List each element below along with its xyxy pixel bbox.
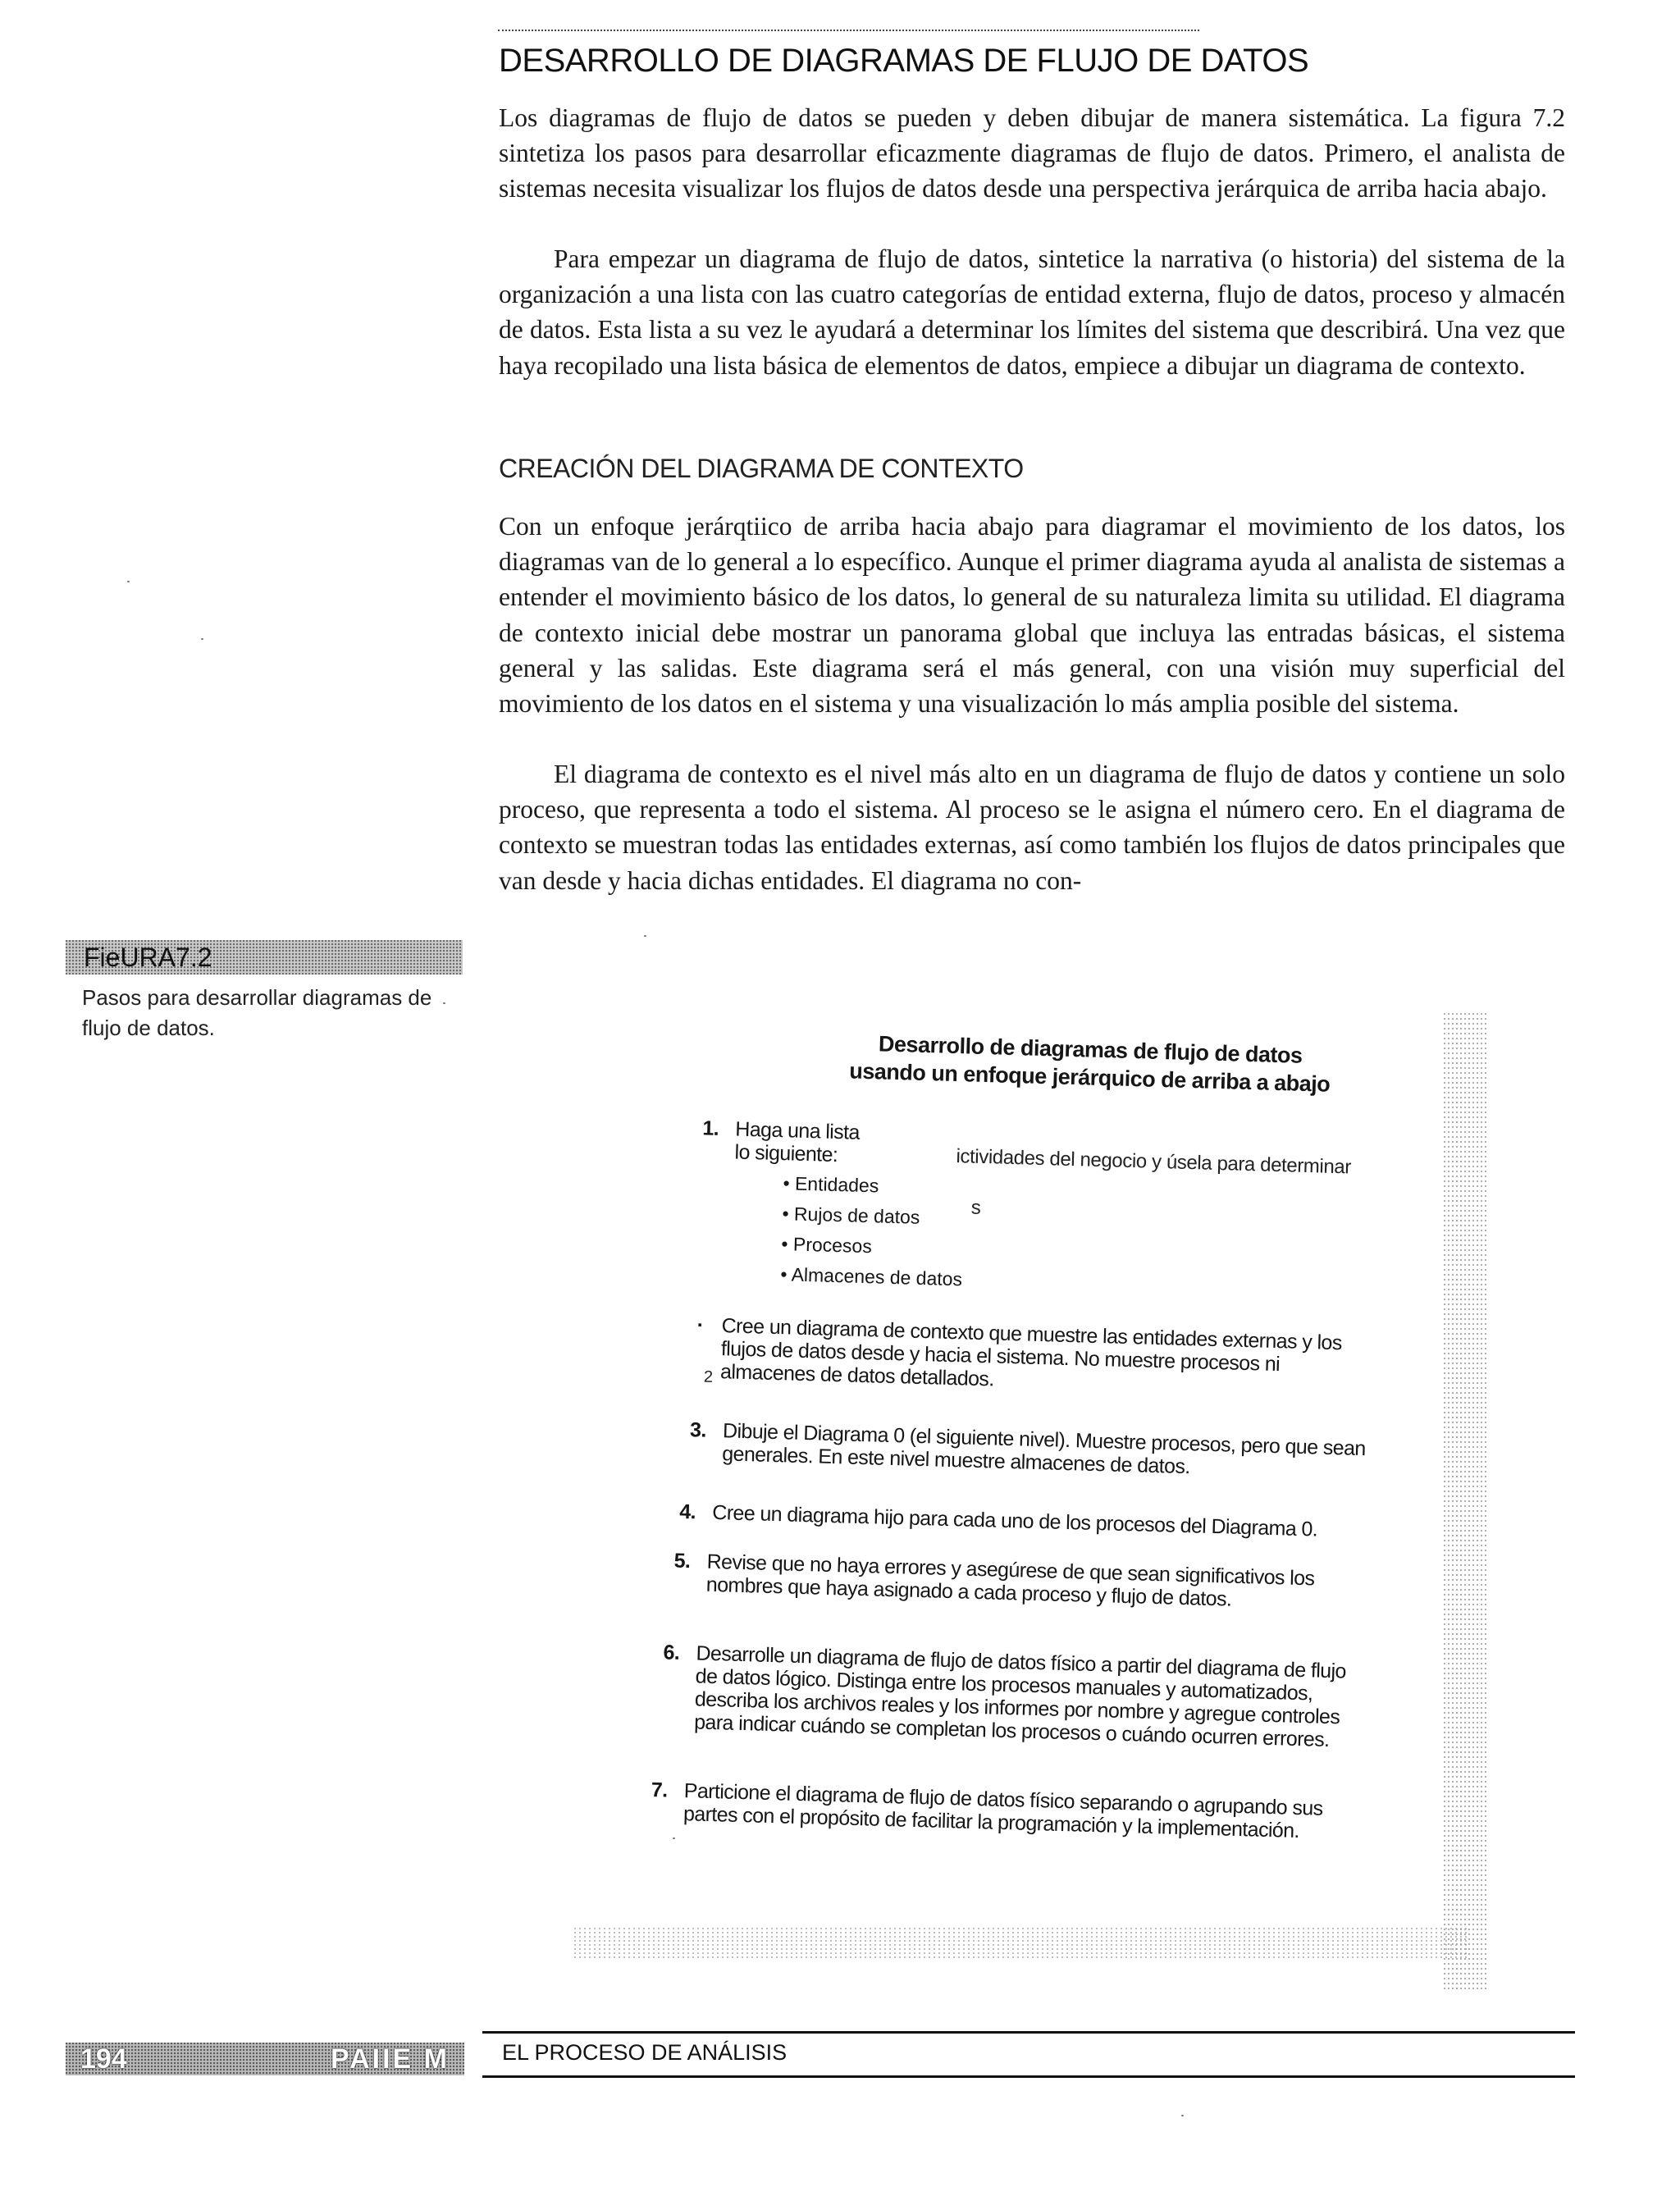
paragraph-1: Los diagramas de flujo de datos se pueden y deben dibujar de manera sistemática. La figura 7.2 sintetiza los pasos para desarrollar eficazmente diagramas de flujo de datos. Primero, el analista de sistemas necesita visualizar los flujos de datos desde una perspectiva jerárquica de arriba hacia abajo. [499, 103, 1565, 203]
step-2-margin-number: 2 [703, 1367, 713, 1386]
entity-list [780, 1168, 966, 1294]
subsection-heading: CREACIÓN DEL DIAGRAMA DE CONTEXTO [499, 454, 1024, 483]
figure-caption: Pasos para desarrollar diagramas de flujo de datos. [82, 985, 432, 1040]
step-1 [702, 1116, 899, 1169]
step-2 [696, 1313, 1354, 1400]
step-text: Cree un diagrama de contexto que muestre las entidades externas y los flujos de datos desde y hacia el sistema. No muestre procesos ni almacenes de datos detallados. [719, 1314, 1343, 1391]
step-5 [673, 1549, 1346, 1614]
step-text: Particione el diagrama de flujo de datos físico separando o agrupando sus partes con el propósito de facilitar la programación y la implementación. [682, 1779, 1323, 1843]
step-text: Cree un diagrama hijo para cada uno de los procesos del Diagrama 0. [711, 1500, 1318, 1541]
figure-title [761, 1026, 1419, 1100]
footer-section-title: EL PROCESO DE ANÁLISIS [502, 2040, 788, 2065]
figure-label: FieURA7.2 [66, 940, 463, 975]
step-1-fragment: s [970, 1196, 981, 1219]
step-4 [678, 1500, 1385, 1543]
bullet-item: • Rujos de datos [782, 1198, 965, 1234]
scan-speck [201, 638, 203, 640]
subsection-paragraph-2: El diagrama de contexto es el nivel más alto en un diagrama de flujo de datos y contiene un solo proceso, que representa a todo el sistema. Al proceso se le asigna el número cero. En el diagrama de contexto se muestran todas las entidades externas, así como también los flujos de datos principales que van desde y hacia dichas entidades. El diagrama no con- [499, 760, 1565, 895]
step-text: Revise que no haya errores y asegúrese de que sean significativos los nombres que haya asignado a cada proceso y flujo de datos. [705, 1550, 1315, 1611]
footer-tab [66, 2043, 464, 2075]
figure-title-line-2: usando un enfoque jerárquico de arriba a abajo [848, 1058, 1331, 1097]
footer-rule [482, 2031, 1575, 2034]
step-1-fragment: ictividades del negocio y úsela para determinar [956, 1145, 1352, 1179]
scan-speck [673, 1838, 675, 1839]
step-3 [689, 1418, 1371, 1483]
step-7 [651, 1778, 1340, 1843]
top-dotted-rule [498, 30, 1199, 31]
scan-speck [443, 1002, 445, 1004]
step-text: Dibuje el Diagrama 0 (el siguiente nivel). Muestre procesos, pero que sean generales. En este nivel muestre almacenes de datos. [721, 1419, 1367, 1479]
section-heading: DESARROLLO DE DIAGRAMAS DE FLUJO DE DATOS [499, 43, 1309, 79]
footer-rule [482, 2075, 1575, 2078]
figure-scan [574, 1021, 1489, 1985]
figure-title-line-1: Desarrollo de diagramas de flujo de datos [878, 1031, 1303, 1068]
scan-speck [644, 935, 646, 937]
step-number: 4. [678, 1500, 696, 1524]
step-6 [663, 1641, 1361, 1752]
bullet-item: • Almacenes de datos [780, 1259, 963, 1294]
bullet-item: • Procesos [781, 1229, 964, 1264]
step-number: 6. [663, 1641, 680, 1664]
scan-speck [1181, 2115, 1184, 2116]
step-text: Desarrolle un diagrama de flujo de datos físico a partir del diagrama de flujo de datos lógico. Distinga entre los procesos manuales y automatizados, describa los archivos reales y los informes por nombre y agregue controles para indicar cuándo se completan los procesos o cuándo ocurren errores. [693, 1641, 1347, 1752]
paragraph-2: Para empezar un diagrama de flujo de datos, sintetice la narrativa (o historia) del sistema de la organización a una lista con las cuatro categorías de entidad externa, flujo de datos, proceso y almacén de datos. Esta lista a su vez le ayudará a determinar los límites del sistema que describirá. Una vez que haya recopilado una lista básica de elementos de datos, empiece a dibujar un diagrama de contexto. [499, 244, 1565, 380]
part-label: PAIIE M [330, 2043, 450, 2075]
step-number: 5. [673, 1549, 691, 1573]
step-number: 3. [689, 1418, 707, 1442]
figure-content [548, 1021, 1459, 1981]
step-text: Haga una lista lo siguiente: [734, 1117, 861, 1167]
scan-speck [127, 581, 130, 582]
bullet-item: • Entidades [783, 1168, 966, 1203]
step-number: 7. [651, 1778, 668, 1802]
step-number: · [696, 1313, 704, 1337]
subsection-paragraph-1: Con un enfoque jerárqtiico de arriba hacia abajo para diagramar el movimiento de los datos, los diagramas van de lo general a lo específico. Aunque el primer diagrama ayuda al analista de sistemas a entender el movimiento básico de los datos, lo general de su naturaleza limita su utilidad. El diagrama de contexto inicial debe mostrar un panorama global que incluya las entradas básicas, el sistema general y las salidas. Este diagrama será el más general, con una visión muy superficial del movimiento de los datos en el sistema y una visualización lo más amplia posible del sistema. [499, 512, 1565, 719]
page-number: 194 [80, 2043, 127, 2075]
step-number: 1. [702, 1116, 719, 1140]
